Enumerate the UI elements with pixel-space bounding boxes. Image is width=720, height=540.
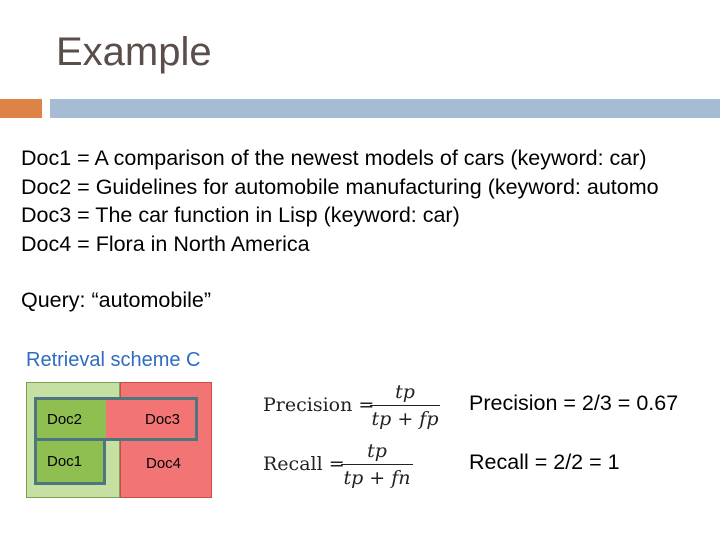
precision-result: Precision = 2/3 = 0.67 bbox=[469, 391, 679, 415]
query-text: Query: “automobile” bbox=[21, 288, 211, 312]
recall-denominator: tp + fn bbox=[343, 467, 411, 489]
doc3-label: Doc3 bbox=[145, 410, 181, 428]
doc3-cell bbox=[106, 397, 198, 441]
retrieval-venn-diagram bbox=[26, 382, 212, 498]
precision-numerator: tp bbox=[395, 381, 415, 403]
document-list bbox=[21, 144, 659, 258]
doc4-label: Doc4 bbox=[146, 454, 182, 472]
document-item-4: Doc4 = Flora in North America bbox=[21, 231, 310, 256]
precision-denominator: tp + fp bbox=[371, 408, 439, 430]
retrieval-scheme-label: Retrieval scheme C bbox=[26, 349, 201, 371]
title-rule-bar bbox=[50, 99, 720, 118]
doc2-label: Doc2 bbox=[47, 410, 83, 428]
slide-title: Example bbox=[56, 30, 212, 74]
precision-formula-lhs: Precision = bbox=[263, 394, 375, 416]
precision-formula bbox=[263, 381, 443, 441]
fraction-bar bbox=[341, 464, 413, 465]
recall-formula bbox=[263, 440, 443, 500]
doc1-label: Doc1 bbox=[47, 453, 83, 470]
title-accent-bar bbox=[0, 99, 42, 118]
precision-fraction bbox=[370, 381, 440, 430]
document-item-3: Doc3 = The car function in Lisp (keyword: car) bbox=[21, 203, 460, 227]
fraction-bar bbox=[370, 405, 440, 406]
recall-formula-lhs: Recall = bbox=[263, 453, 345, 475]
document-item-1: Doc1 = A comparison of the newest models of cars (keyword: car) bbox=[21, 146, 647, 170]
recall-result: Recall = 2/2 = 1 bbox=[469, 450, 620, 474]
doc1-cell bbox=[34, 441, 106, 485]
recall-numerator: tp bbox=[367, 440, 387, 462]
recall-fraction bbox=[341, 440, 413, 489]
document-item-2: Doc2 = Guidelines for automobile manufacturing (keyword: automo bbox=[21, 174, 659, 199]
